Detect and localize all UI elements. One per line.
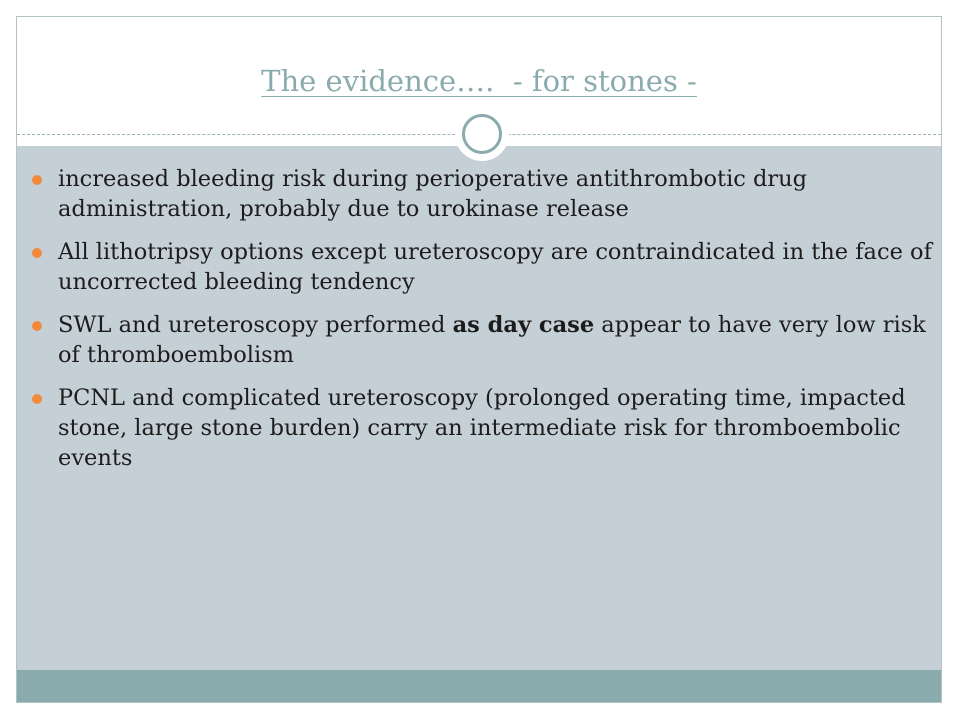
bullet-item bbox=[30, 383, 940, 473]
slide-title: The evidence…. - for stones - bbox=[261, 64, 697, 98]
bullet-text-emphasis: as day case bbox=[452, 312, 595, 338]
bullet-dot-icon bbox=[32, 394, 42, 404]
bullet-dot-icon bbox=[32, 175, 42, 185]
bullet-text: PCNL and complicated ureteroscopy (prolonged operating time, impacted stone, large stone burden) carry an intermediate risk for thromboembolic events bbox=[58, 385, 906, 471]
circle-ring-icon bbox=[462, 114, 502, 154]
bullet-list bbox=[30, 164, 940, 486]
bullet-dot-icon bbox=[32, 321, 42, 331]
bullet-item bbox=[30, 237, 940, 297]
footer-band bbox=[17, 670, 941, 702]
bullet-item bbox=[30, 310, 940, 370]
bullet-text: All lithotripsy options except ureteroscopy are contraindicated in the face of uncorrected bleeding tendency bbox=[58, 239, 932, 295]
bullet-text: increased bleeding risk during perioperative antithrombotic drug administration, probably due to urokinase release bbox=[58, 166, 808, 222]
bullet-dot-icon bbox=[32, 248, 42, 258]
bullet-item bbox=[30, 164, 940, 224]
bullet-text-after: appear to have very low risk of thromboembolism bbox=[58, 312, 926, 368]
bullet-text-before: SWL and ureteroscopy performed bbox=[58, 312, 453, 338]
